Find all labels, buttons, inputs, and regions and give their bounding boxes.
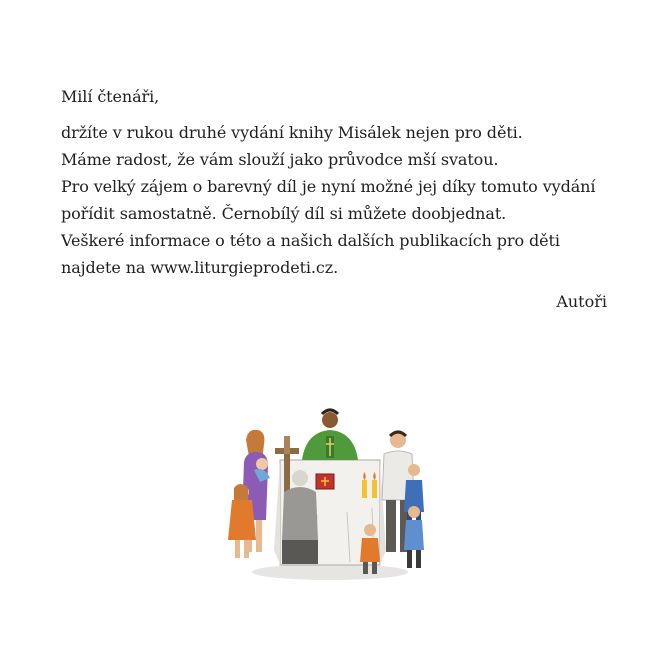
letter-line-2: Máme radost, že vám slouží jako průvodce mší svatou. bbox=[61, 150, 499, 169]
letter-line-3: Pro velký zájem o barevný díl je nyní možné jej díky tomuto vydání bbox=[61, 177, 596, 196]
signature: Autoři bbox=[556, 292, 607, 311]
mass-illustration bbox=[222, 400, 437, 585]
letter-line-4: pořídit samostatně. Černobílý díl si můžete doobjednat. bbox=[61, 204, 507, 223]
ground-shadow bbox=[252, 564, 408, 580]
priest-figure bbox=[302, 410, 358, 460]
letter-line-6: najdete na www.liturgieprodeti.cz. bbox=[61, 258, 339, 277]
letter-line-1: držíte v rukou druhé vydání knihy Misálek nejen pro děti. bbox=[61, 123, 523, 142]
letter-paragraph bbox=[61, 119, 621, 281]
greeting: Milí čtenáři, bbox=[61, 87, 160, 106]
letter-body bbox=[61, 83, 621, 281]
missal-book bbox=[316, 474, 334, 489]
letter-line-5: Veškeré informace o této a našich dalších publikacích pro děti bbox=[61, 231, 560, 250]
